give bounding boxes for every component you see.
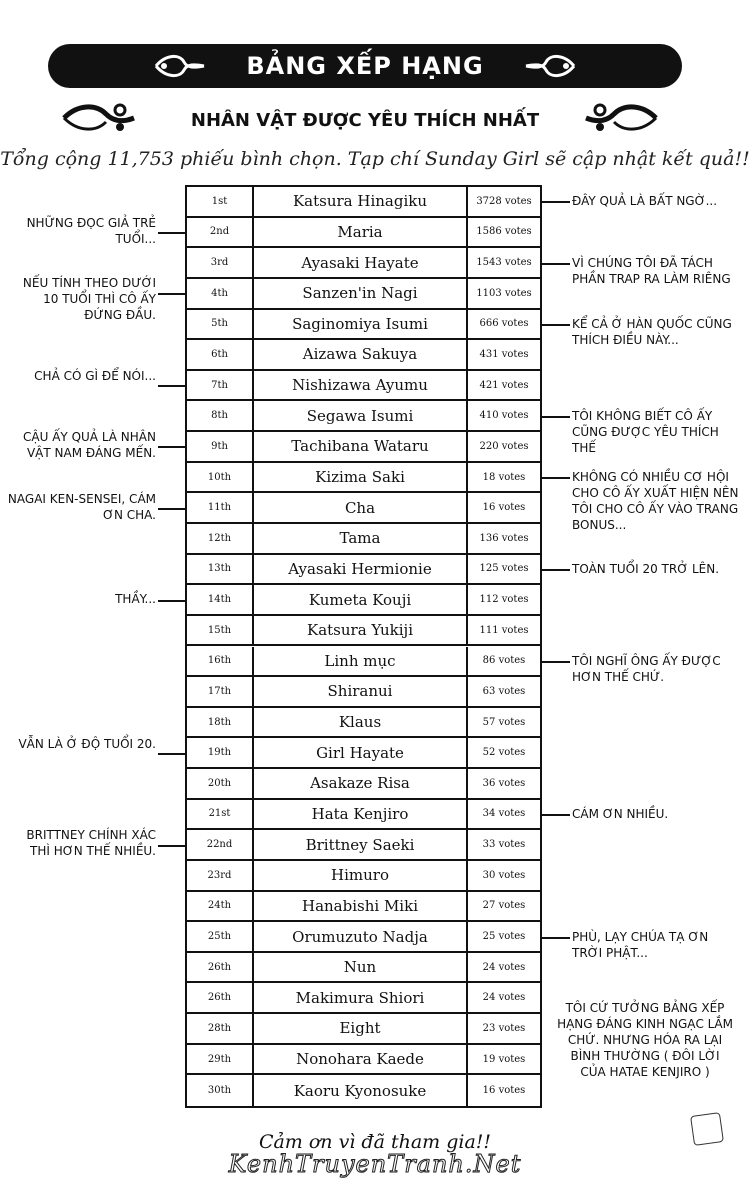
votes-cell: 410 votes <box>479 410 529 422</box>
votes-cell: 125 votes <box>479 563 529 575</box>
rank-cell: 24th <box>187 892 254 921</box>
votes-cell: 1543 votes <box>476 257 532 269</box>
table-row <box>187 922 540 953</box>
rank-cell: 5th <box>187 310 254 339</box>
site-watermark: KenhTruyenTranh.Net <box>228 1150 522 1178</box>
rank-cell: 9th <box>187 432 254 461</box>
table-row <box>187 401 540 432</box>
votes-cell: 666 votes <box>479 318 529 330</box>
character-name-cell: Makimura Shiori <box>254 983 468 1012</box>
ranking-table <box>185 185 542 1108</box>
votes-cell: 36 votes <box>482 777 526 789</box>
character-name-cell: Eight <box>254 1014 468 1043</box>
rank-cell: 21st <box>187 800 254 829</box>
character-name-cell: Aizawa Sakuya <box>254 340 468 369</box>
rank-cell: 13th <box>187 555 254 584</box>
right-note: PHÙ, LẠY CHÚA TẠ ƠN TRỜI PHẬT... <box>572 929 709 960</box>
votes-cell: 421 votes <box>479 379 529 391</box>
character-name-cell: Ayasaki Hayate <box>254 248 468 277</box>
character-name-cell: Cha <box>254 493 468 522</box>
table-row <box>187 769 540 800</box>
rank-cell: 7th <box>187 371 254 400</box>
table-row <box>187 279 540 310</box>
table-row <box>187 371 540 402</box>
right-note: TÔI NGHĨ ÔNG ẤY ĐƯỢC HƠN THẾ CHỨ. <box>572 653 721 684</box>
character-name-cell: Maria <box>254 218 468 247</box>
table-row <box>187 1014 540 1045</box>
rank-cell: 12th <box>187 524 254 553</box>
votes-cell: 19 votes <box>482 1053 526 1065</box>
votes-cell: 136 votes <box>479 532 529 544</box>
table-row <box>187 830 540 861</box>
rank-cell: 23rd <box>187 861 254 890</box>
note-leader-line <box>542 569 570 571</box>
rank-cell: 26th <box>187 983 254 1012</box>
artist-seal-icon <box>690 1112 724 1146</box>
table-row <box>187 463 540 494</box>
note-leader-line <box>542 937 570 939</box>
right-note: CÁM ƠN NHIỀU. <box>572 806 669 821</box>
character-name-cell: Kaoru Kyonosuke <box>254 1075 468 1106</box>
rank-cell: 28th <box>187 1014 254 1043</box>
character-name-cell: Katsura Yukiji <box>254 616 468 645</box>
votes-cell: 111 votes <box>479 624 529 636</box>
character-name-cell: Shiranui <box>254 677 468 706</box>
votes-cell: 30 votes <box>482 869 526 881</box>
rank-cell: 14th <box>187 585 254 614</box>
table-row <box>187 555 540 586</box>
votes-cell: 34 votes <box>482 808 526 820</box>
votes-cell: 3728 votes <box>476 195 532 207</box>
character-name-cell: Asakaze Risa <box>254 769 468 798</box>
votes-cell: 1103 votes <box>476 287 532 299</box>
table-row <box>187 248 540 279</box>
rank-cell: 15th <box>187 616 254 645</box>
note-leader-line <box>542 416 570 418</box>
table-row <box>187 708 540 739</box>
votes-cell: 16 votes <box>482 1085 526 1097</box>
character-name-cell: Saginomiya Isumi <box>254 310 468 339</box>
right-note: TÔI CỨ TƯỞNG BẢNG XẾP HẠNG ĐÁNG KINH NGẠC LẮM CHỨ. NHƯNG HÓA RA LẠI BÌNH THƯỜNG ( ĐÔI LỜI CỦA HATAE KENJIRO ) <box>557 1001 733 1079</box>
character-name-cell: Hanabishi Miki <box>254 892 468 921</box>
rank-cell: 8th <box>187 401 254 430</box>
rank-cell: 20th <box>187 769 254 798</box>
table-row <box>187 1075 540 1106</box>
right-note: KỂ CẢ Ở HÀN QUỐC CŨNG THÍCH ĐIỀU NÀY... <box>572 316 732 347</box>
character-name-cell: Tachibana Wataru <box>254 432 468 461</box>
table-row <box>187 493 540 524</box>
votes-cell: 33 votes <box>482 839 526 851</box>
rank-cell: 29th <box>187 1045 254 1074</box>
left-note: THẦY... <box>115 591 156 606</box>
table-row <box>187 861 540 892</box>
character-name-cell: Ayasaki Hermionie <box>254 555 468 584</box>
table-row <box>187 892 540 923</box>
page-title: BẢNG XẾP HẠNG <box>246 52 484 80</box>
thanks-message: Cảm ơn vì đã tham gia!! <box>258 1131 492 1153</box>
table-row <box>187 1045 540 1076</box>
votes-cell: 18 votes <box>482 471 526 483</box>
rank-cell: 2nd <box>187 218 254 247</box>
votes-cell: 16 votes <box>482 502 526 514</box>
character-name-cell: Hata Kenjiro <box>254 800 468 829</box>
character-name-cell: Kumeta Kouji <box>254 585 468 614</box>
votes-cell: 431 votes <box>479 348 529 360</box>
left-note: BRITTNEY CHÍNH XÁC THÌ HƠN THẾ NHIỀU. <box>26 827 156 858</box>
rank-cell: 19th <box>187 738 254 767</box>
note-leader-line <box>158 753 185 755</box>
note-leader-line <box>542 201 570 203</box>
left-note: CẬU ẤY QUẢ LÀ NHÂN VẬT NAM ĐÁNG MẾN. <box>23 430 156 461</box>
table-row <box>187 738 540 769</box>
character-name-cell: Linh mục <box>254 647 468 676</box>
table-row <box>187 800 540 831</box>
votes-cell: 1586 votes <box>476 226 532 238</box>
character-name-cell: Katsura Hinagiku <box>254 187 468 216</box>
votes-cell: 220 votes <box>479 440 529 452</box>
subtitle-left-ornament-icon <box>62 100 136 136</box>
right-flourish-icon <box>524 52 576 80</box>
table-row <box>187 677 540 708</box>
votes-cell: 57 votes <box>482 716 526 728</box>
character-name-cell: Himuro <box>254 861 468 890</box>
note-leader-line <box>158 232 185 234</box>
table-row <box>187 432 540 463</box>
table-row <box>187 218 540 249</box>
left-note: NHỮNG ĐỌC GIẢ TRẺ TUỔI... <box>26 215 156 246</box>
rank-cell: 1st <box>187 187 254 216</box>
note-leader-line <box>158 446 185 448</box>
note-leader-line <box>542 324 570 326</box>
table-row <box>187 983 540 1014</box>
right-note: ĐÂY QUẢ LÀ BẤT NGỜ... <box>572 194 718 209</box>
rank-cell: 30th <box>187 1075 254 1106</box>
character-name-cell: Tama <box>254 524 468 553</box>
votes-cell: 27 votes <box>482 900 526 912</box>
votes-cell: 24 votes <box>482 961 526 973</box>
character-name-cell: Kizima Saki <box>254 463 468 492</box>
rank-cell: 17th <box>187 677 254 706</box>
note-leader-line <box>542 477 570 479</box>
rank-cell: 3rd <box>187 248 254 277</box>
votes-cell: 24 votes <box>482 992 526 1004</box>
right-note: TÔI KHÔNG BIẾT CÔ ẤY CŨNG ĐƯỢC YÊU THÍCH THẾ <box>572 408 719 455</box>
vote-summary: Tổng cộng 11,753 phiếu bình chọn. Tạp chí Sunday Girl sẽ cập nhật kết quả!! <box>0 148 750 170</box>
table-row <box>187 524 540 555</box>
left-note: VẪN LÀ Ở ĐỘ TUỔI 20. <box>18 736 156 751</box>
rank-cell: 6th <box>187 340 254 369</box>
character-name-cell: Sanzen'in Nagi <box>254 279 468 308</box>
rank-cell: 10th <box>187 463 254 492</box>
note-leader-line <box>158 293 185 295</box>
table-row <box>187 585 540 616</box>
rank-cell: 18th <box>187 708 254 737</box>
character-name-cell: Orumuzuto Nadja <box>254 922 468 951</box>
votes-cell: 86 votes <box>482 655 526 667</box>
note-leader-line <box>158 845 185 847</box>
character-name-cell: Girl Hayate <box>254 738 468 767</box>
character-name-cell: Klaus <box>254 708 468 737</box>
character-name-cell: Nishizawa Ayumu <box>254 371 468 400</box>
note-leader-line <box>158 508 185 510</box>
title-banner <box>48 44 682 88</box>
left-note: NAGAI KEN-SENSEI, CÁM ƠN CHA. <box>7 491 156 522</box>
character-name-cell: Segawa Isumi <box>254 401 468 430</box>
left-note: NẾU TÍNH THEO DƯỚI 10 TUỔI THÌ CÔ ẤY ĐỨNG ĐẦU. <box>22 276 156 323</box>
character-name-cell: Brittney Saeki <box>254 830 468 859</box>
note-leader-line <box>542 661 570 663</box>
note-leader-line <box>542 263 570 265</box>
votes-cell: 52 votes <box>482 747 526 759</box>
votes-cell: 112 votes <box>479 594 529 606</box>
rank-cell: 16th <box>187 647 254 676</box>
left-note: CHẢ CÓ GÌ ĐỂ NÓI... <box>34 369 156 384</box>
rank-cell: 25th <box>187 922 254 951</box>
rank-cell: 22nd <box>187 830 254 859</box>
character-name-cell: Nonohara Kaede <box>254 1045 468 1074</box>
note-leader-line <box>542 814 570 816</box>
table-row <box>187 340 540 371</box>
rank-cell: 4th <box>187 279 254 308</box>
rank-cell: 11th <box>187 493 254 522</box>
right-note: VÌ CHÚNG TÔI ĐÃ TÁCH PHẦN TRAP RA LÀM RIÊNG <box>572 255 731 286</box>
table-row <box>187 310 540 341</box>
note-leader-line <box>158 385 185 387</box>
page-subtitle: NHÂN VẬT ĐƯỢC YÊU THÍCH NHẤT <box>190 110 540 131</box>
character-name-cell: Nun <box>254 953 468 982</box>
table-row <box>187 647 540 678</box>
votes-cell: 25 votes <box>482 931 526 942</box>
table-row <box>187 953 540 984</box>
note-leader-line <box>158 600 185 602</box>
subtitle-right-ornament-icon <box>584 100 658 136</box>
rank-cell: 26th <box>187 953 254 982</box>
right-note: KHÔNG CÓ NHIỀU CƠ HỘI CHO CÔ ẤY XUẤT HIỆN NÊN TÔI CHO CÔ ẤY VÀO TRANG BONUS... <box>572 470 739 533</box>
right-note: TOÀN TUỔI 20 TRỞ LÊN. <box>572 561 720 576</box>
table-row <box>187 187 540 218</box>
votes-cell: 63 votes <box>482 685 526 697</box>
table-row <box>187 616 540 647</box>
votes-cell: 23 votes <box>482 1022 526 1034</box>
